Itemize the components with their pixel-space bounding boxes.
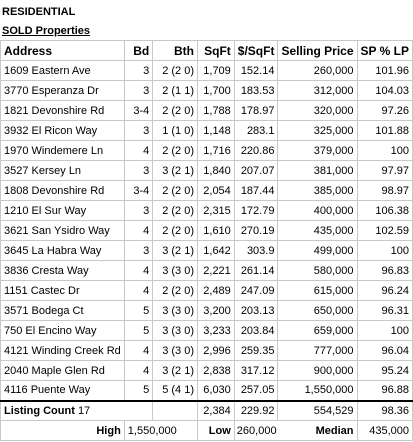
cell-baths: 2 (1 1) xyxy=(153,81,198,101)
cell-selling-price: 312,000 xyxy=(278,81,357,101)
table-row xyxy=(1,61,413,81)
table-row xyxy=(1,381,413,401)
cell-address: 1970 Windemere Ln xyxy=(1,141,125,161)
cell-sp-lp: 97.97 xyxy=(357,161,413,181)
cell-baths: 3 (2 1) xyxy=(153,161,198,181)
median-label: Median xyxy=(315,424,354,437)
cell-address: 1609 Eastern Ave xyxy=(1,61,125,81)
cell-address: 1210 El Sur Way xyxy=(1,201,125,221)
cell-sp-lp: 100 xyxy=(357,241,413,261)
cell-sp-lp: 95.24 xyxy=(357,361,413,381)
cell-sqft: 1,148 xyxy=(197,121,234,141)
cell-sp-lp: 101.96 xyxy=(357,61,413,81)
cell-price-per-sqft: 178.97 xyxy=(234,101,278,121)
col-header-baths: Bth xyxy=(153,41,198,61)
cell-price-per-sqft: 261.14 xyxy=(234,261,278,281)
cell-address: 1151 Castec Dr xyxy=(1,281,125,301)
cell-sp-lp: 106.38 xyxy=(357,201,413,221)
col-header-price-per-sqft: $/SqFt xyxy=(234,41,278,61)
cell-bedrooms: 3 xyxy=(124,121,152,141)
cell-address: 3770 Esperanza Dr xyxy=(1,81,125,101)
col-header-selling-price: Selling Price xyxy=(278,41,357,61)
cell-address: 4121 Winding Creek Rd xyxy=(1,341,125,361)
cell-baths: 2 (2 0) xyxy=(153,101,198,121)
cell-bedrooms: 4 xyxy=(124,141,152,161)
cell-sqft: 2,221 xyxy=(197,261,234,281)
cell-sp-lp: 96.24 xyxy=(357,281,413,301)
cell-bedrooms: 3-4 xyxy=(124,101,152,121)
section-title: SOLD Properties xyxy=(2,25,91,37)
cell-bedrooms: 3 xyxy=(124,201,152,221)
table-row xyxy=(1,281,413,301)
cell-sp-lp: 98.97 xyxy=(357,181,413,201)
cell-price-per-sqft: 187.44 xyxy=(234,181,278,201)
cell-selling-price: 435,000 xyxy=(278,221,357,241)
cell-price-per-sqft: 207.07 xyxy=(234,161,278,181)
cell-address: 750 El Encino Way xyxy=(1,321,125,341)
cell-bedrooms: 4 xyxy=(124,281,152,301)
col-header-bedrooms: Bd xyxy=(124,41,152,61)
cell-price-per-sqft: 283.1 xyxy=(234,121,278,141)
avg-selling-price: 554,529 xyxy=(278,401,357,421)
cell-baths: 1 (1 0) xyxy=(153,121,198,141)
avg-price-per-sqft: 229.92 xyxy=(234,401,278,421)
cell-sqft: 2,838 xyxy=(197,361,234,381)
cell-address: 1808 Devonshire Rd xyxy=(1,181,125,201)
cell-price-per-sqft: 203.84 xyxy=(234,321,278,341)
cell-bedrooms: 5 xyxy=(124,321,152,341)
cell-price-per-sqft: 203.13 xyxy=(234,301,278,321)
summary-row xyxy=(1,401,413,421)
cell-bedrooms: 3 xyxy=(124,241,152,261)
cell-baths: 5 (4 1) xyxy=(153,381,198,401)
cell-sqft: 3,233 xyxy=(197,321,234,341)
cell-sp-lp: 101.88 xyxy=(357,121,413,141)
low-label: Low xyxy=(197,421,234,441)
cell-baths: 3 (3 0) xyxy=(153,341,198,361)
cell-bedrooms: 3 xyxy=(124,61,152,81)
cell-address: 3527 Kersey Ln xyxy=(1,161,125,181)
cell-address: 3932 El Ricon Way xyxy=(1,121,125,141)
cell-selling-price: 1,550,000 xyxy=(278,381,357,401)
cell-selling-price: 385,000 xyxy=(278,181,357,201)
cell-selling-price: 260,000 xyxy=(278,61,357,81)
cell-price-per-sqft: 152.14 xyxy=(234,61,278,81)
cell-sp-lp: 96.31 xyxy=(357,301,413,321)
cell-price-per-sqft: 257.05 xyxy=(234,381,278,401)
cell-selling-price: 650,000 xyxy=(278,301,357,321)
sold-properties-table xyxy=(0,40,413,441)
col-header-sqft: SqFt xyxy=(197,41,234,61)
table-row xyxy=(1,361,413,381)
cell-selling-price: 777,000 xyxy=(278,341,357,361)
header-row xyxy=(1,41,413,61)
low-value xyxy=(234,421,357,441)
cell-sqft: 6,030 xyxy=(197,381,234,401)
cell-price-per-sqft: 172.79 xyxy=(234,201,278,221)
cell-sqft: 2,054 xyxy=(197,181,234,201)
cell-sqft: 1,700 xyxy=(197,81,234,101)
cell-selling-price: 400,000 xyxy=(278,201,357,221)
table-row xyxy=(1,101,413,121)
footer-row xyxy=(1,421,413,441)
cell-sqft: 2,489 xyxy=(197,281,234,301)
listing-count-cell xyxy=(1,401,153,421)
cell-baths: 3 (2 1) xyxy=(153,361,198,381)
cell-sp-lp: 102.59 xyxy=(357,221,413,241)
table-row xyxy=(1,121,413,141)
cell-address: 4116 Puente Way xyxy=(1,381,125,401)
cell-baths: 2 (2 0) xyxy=(153,221,198,241)
cell-sp-lp: 96.88 xyxy=(357,381,413,401)
cell-bedrooms: 3-4 xyxy=(124,181,152,201)
cell-sp-lp: 96.83 xyxy=(357,261,413,281)
cell-sqft: 1,709 xyxy=(197,61,234,81)
low-value-text: 260,000 xyxy=(236,424,277,437)
cell-bedrooms: 3 xyxy=(124,161,152,181)
cell-selling-price: 320,000 xyxy=(278,101,357,121)
cell-baths: 2 (2 0) xyxy=(153,61,198,81)
cell-sp-lp: 100 xyxy=(357,321,413,341)
table-row xyxy=(1,81,413,101)
cell-address: 3645 La Habra Way xyxy=(1,241,125,261)
cell-baths: 3 (3 0) xyxy=(153,301,198,321)
avg-sp-lp: 98.36 xyxy=(357,401,413,421)
cell-sp-lp: 96.04 xyxy=(357,341,413,361)
cell-sqft: 3,200 xyxy=(197,301,234,321)
cell-bedrooms: 4 xyxy=(124,261,152,281)
cell-selling-price: 900,000 xyxy=(278,361,357,381)
table-row xyxy=(1,221,413,241)
col-header-address: Address xyxy=(1,41,125,61)
table-row xyxy=(1,141,413,161)
table-row xyxy=(1,301,413,321)
high-value: 1,550,000 xyxy=(124,421,197,441)
cell-address: 3836 Cresta Way xyxy=(1,261,125,281)
cell-sqft: 2,996 xyxy=(197,341,234,361)
cell-bedrooms: 3 xyxy=(124,81,152,101)
cell-sqft: 1,840 xyxy=(197,161,234,181)
report-title: RESIDENTIAL xyxy=(2,6,76,18)
cell-baths: 3 (3 0) xyxy=(153,261,198,281)
cell-baths: 2 (2 0) xyxy=(153,281,198,301)
median-value: 435,000 xyxy=(357,421,413,441)
cell-sp-lp: 104.03 xyxy=(357,81,413,101)
cell-price-per-sqft: 183.53 xyxy=(234,81,278,101)
col-header-sp-lp: SP % LP xyxy=(357,41,413,61)
cell-price-per-sqft: 259.35 xyxy=(234,341,278,361)
cell-price-per-sqft: 247.09 xyxy=(234,281,278,301)
listing-count-label: Listing Count xyxy=(4,404,75,417)
cell-selling-price: 615,000 xyxy=(278,281,357,301)
table-row xyxy=(1,321,413,341)
table-row xyxy=(1,241,413,261)
cell-selling-price: 580,000 xyxy=(278,261,357,281)
cell-baths: 2 (2 0) xyxy=(153,201,198,221)
cell-bedrooms: 5 xyxy=(124,301,152,321)
cell-price-per-sqft: 270.19 xyxy=(234,221,278,241)
cell-sp-lp: 100 xyxy=(357,141,413,161)
cell-baths: 2 (2 0) xyxy=(153,181,198,201)
cell-bedrooms: 5 xyxy=(124,381,152,401)
cell-selling-price: 379,000 xyxy=(278,141,357,161)
cell-selling-price: 381,000 xyxy=(278,161,357,181)
cell-address: 3621 San Ysidro Way xyxy=(1,221,125,241)
cell-price-per-sqft: 220.86 xyxy=(234,141,278,161)
cell-sqft: 1,716 xyxy=(197,141,234,161)
cell-sqft: 2,315 xyxy=(197,201,234,221)
cell-selling-price: 325,000 xyxy=(278,121,357,141)
table-row xyxy=(1,341,413,361)
listing-count-value: 17 xyxy=(77,404,91,417)
cell-baths: 3 (2 1) xyxy=(153,241,198,261)
cell-bedrooms: 4 xyxy=(124,361,152,381)
high-label: High xyxy=(1,421,125,441)
cell-selling-price: 499,000 xyxy=(278,241,357,261)
cell-address: 1821 Devonshire Rd xyxy=(1,101,125,121)
cell-bedrooms: 4 xyxy=(124,341,152,361)
cell-bedrooms: 4 xyxy=(124,221,152,241)
cell-address: 2040 Maple Glen Rd xyxy=(1,361,125,381)
cell-price-per-sqft: 317.12 xyxy=(234,361,278,381)
cell-baths: 3 (3 0) xyxy=(153,321,198,341)
cell-sqft: 1,610 xyxy=(197,221,234,241)
summary-baths-blank xyxy=(153,401,198,421)
avg-sqft: 2,384 xyxy=(197,401,234,421)
cell-sqft: 1,642 xyxy=(197,241,234,261)
table-row xyxy=(1,261,413,281)
table-row xyxy=(1,161,413,181)
cell-address: 3571 Bodega Ct xyxy=(1,301,125,321)
cell-sqft: 1,788 xyxy=(197,101,234,121)
cell-selling-price: 659,000 xyxy=(278,321,357,341)
cell-baths: 2 (2 0) xyxy=(153,141,198,161)
cell-sp-lp: 97.26 xyxy=(357,101,413,121)
cell-price-per-sqft: 303.9 xyxy=(234,241,278,261)
table-row xyxy=(1,201,413,221)
table-row xyxy=(1,181,413,201)
